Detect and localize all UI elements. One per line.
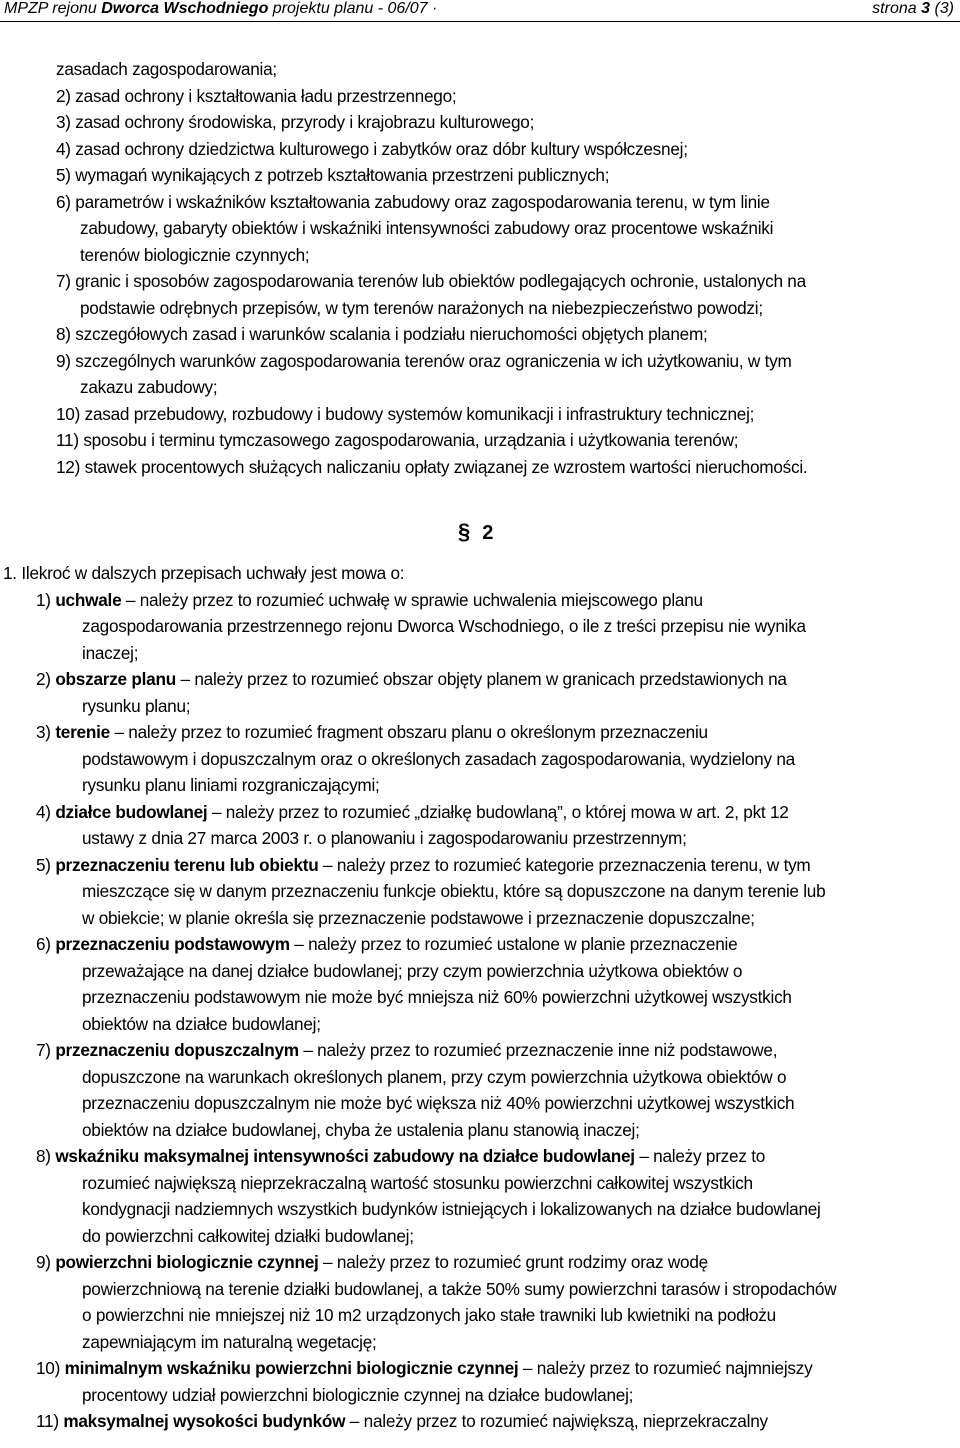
page-word: strona xyxy=(872,0,922,17)
header-title-suffix: projektu planu - 06/07 · xyxy=(268,0,438,17)
definition-continuation: inaczej; xyxy=(82,642,139,663)
definition-continuation: o powierzchni nie mniejszej niż 10 m2 urządzonych jako stałe trawniki lub kwietniki na podłożu xyxy=(82,1305,776,1325)
definition-number: 1) xyxy=(36,589,56,610)
definition-item xyxy=(0,931,960,958)
top-list xyxy=(0,56,960,480)
definition-term: terenie xyxy=(55,722,110,742)
definition-continuation: obiektów na działce budowlanej, chyba że ustalenia planu stanowią inaczej; xyxy=(82,1119,640,1140)
definition-term: maksymalnej wysokości budynków xyxy=(63,1411,346,1431)
definition-text: – należy przez to rozumieć uchwałę w sprawie uchwalenia miejscowego planu xyxy=(121,589,703,610)
definition-number: 7) xyxy=(36,1040,56,1060)
list-line: zabudowy, gabaryty obiektów i wskaźniki intensywności zabudowy oraz procentowe wskaźniki xyxy=(80,218,774,238)
definition-text: – należy przez to rozumieć ustalone w planie przeznaczenie xyxy=(289,934,738,954)
definition-number: 8) xyxy=(36,1146,56,1166)
definition-number: 4) xyxy=(36,801,56,822)
definition-continuation: przeznaczeniu dopuszczalnym nie może być większa niż 40% powierzchni użytkowej wszystkich xyxy=(82,1093,795,1113)
definition-item xyxy=(0,852,960,879)
definition-number: 2) xyxy=(36,669,56,689)
definition-term: uchwale xyxy=(55,589,122,610)
definitions-intro: 1. Ilekroć w dalszych przepisach uchwały jest mowa o: xyxy=(3,563,405,583)
definition-continuation: rysunku planu; xyxy=(82,695,191,716)
definition-item xyxy=(0,666,960,693)
definition-continuation: mieszczące się w danym przeznaczeniu funkcje obiektu, które są dopuszczone na danym terenie lub xyxy=(82,881,826,901)
definition-continuation: obiektów na działce budowlanej; xyxy=(82,1013,321,1034)
header-title-bold: Dworca Wschodniego xyxy=(101,0,269,17)
definition-text: – należy przez to rozumieć fragment obszaru planu o określonym przeznaczeniu xyxy=(109,722,708,742)
definition-item xyxy=(0,1355,960,1382)
definition-term: obszarze planu xyxy=(55,669,176,689)
definition-text: – należy przez to rozumieć kategorie przeznaczenia terenu, w tym xyxy=(318,854,811,875)
definition-item xyxy=(0,1037,960,1064)
page-current: 3 xyxy=(921,0,930,17)
definition-term: powierzchni biologicznie czynnej xyxy=(55,1252,319,1272)
definition-item xyxy=(0,1249,960,1276)
list-line: terenów biologicznie czynnych; xyxy=(80,244,310,265)
definition-continuation: kondygnacji nadziemnych wszystkich budynków istniejących i lokalizowanych na działce budowlanej xyxy=(82,1199,821,1219)
definition-text: – należy przez to rozumieć najmniejszy xyxy=(518,1358,813,1378)
definition-term: przeznaczeniu terenu lub obiektu xyxy=(55,854,319,875)
definition-item xyxy=(0,587,960,614)
definition-text: – należy przez to rozumieć grunt rodzimy oraz wodę xyxy=(318,1252,708,1272)
definition-continuation: zagospodarowania przestrzennego rejonu Dworca Wschodniego, o ile z treści przepisu nie wynika xyxy=(82,616,806,636)
definition-item xyxy=(0,719,960,746)
list-line: 3) zasad ochrony środowiska, przyrody i krajobrazu kulturowego; xyxy=(56,112,535,132)
definition-continuation: przeważające na danej działce budowlanej; przy czym powierzchnia użytkowa obiektów o xyxy=(82,960,743,981)
definition-number: 11) xyxy=(36,1411,64,1431)
section-number: 2 xyxy=(482,522,494,544)
page-total: (3) xyxy=(930,0,954,17)
definition-text: – należy przez to rozumieć największą, nieprzekraczalny xyxy=(345,1411,768,1431)
definition-term: przeznaczeniu dopuszczalnym xyxy=(55,1040,299,1060)
definition-text: – należy przez to rozumieć „działkę budowlaną”, o której mowa w art. 2, pkt 12 xyxy=(207,801,789,822)
definitions-list xyxy=(0,560,960,1435)
list-line: 5) wymagań wynikających z potrzeb kształtowania przestrzeni publicznych; xyxy=(56,165,610,185)
definition-continuation: zapewniającym im naturalną wegetację; xyxy=(82,1331,377,1352)
definition-continuation: rysunku planu liniami rozgraniczającymi; xyxy=(82,775,380,795)
list-line: podstawie odrębnych przepisów, w tym terenów narażonych na niebezpieczeństwo powodzi; xyxy=(80,297,763,318)
list-line: zasadach zagospodarowania; xyxy=(56,59,277,79)
definition-continuation: przeznaczeniu podstawowym nie może być mniejsza niż 60% powierzchni użytkowej wszystkich xyxy=(82,987,792,1007)
list-line: 9) szczególnych warunków zagospodarowania terenów oraz ograniczenia w ich użytkowaniu, w tym xyxy=(56,350,792,371)
header-title-prefix: MPZP rejonu xyxy=(4,0,102,17)
definition-continuation: dopuszczone na warunkach określonych planem, przy czym powierzchnia użytkowa obiektów o xyxy=(82,1066,787,1087)
section-symbol: § xyxy=(458,519,471,544)
definition-continuation: powierzchniową na terenie działki budowlanej, a także 50% sumy powierzchni tarasów i stropodachów xyxy=(82,1278,837,1299)
list-line: 11) sposobu i terminu tymczasowego zagospodarowania, urządzania i użytkowania terenów; xyxy=(56,430,739,450)
definition-number: 6) xyxy=(36,934,56,954)
definition-term: przeznaczeniu podstawowym xyxy=(55,934,290,954)
definition-continuation: procentowy udział powierzchni biologicznie czynnej na działce budowlanej; xyxy=(82,1384,634,1405)
list-line: 10) zasad przebudowy, rozbudowy i budowy systemów komunikacji i infrastruktury technicznej; xyxy=(56,403,755,424)
definition-continuation: ustawy z dnia 27 marca 2003 r. o planowaniu i zagospodarowaniu przestrzennym; xyxy=(82,828,687,848)
definition-text: – należy przez to xyxy=(634,1146,766,1166)
list-line: 7) granic i sposobów zagospodarowania terenów lub obiektów podlegających ochronie, ustalonych na xyxy=(56,271,806,291)
definition-continuation: rozumieć największą nieprzekraczalną wartość stosunku powierzchni całkowitej wszystkich xyxy=(82,1172,753,1193)
definition-continuation: w obiekcie; w planie określa się przeznaczenie podstawowe i przeznaczenie dopuszczalne; xyxy=(82,907,755,928)
definition-text: – należy przez to rozumieć przeznaczenie inne niż podstawowe, xyxy=(298,1040,778,1060)
definition-number: 10) xyxy=(36,1358,65,1378)
definition-continuation: do powierzchni całkowitej działki budowlanej; xyxy=(82,1225,414,1246)
list-line: zakazu zabudowy; xyxy=(80,377,218,397)
list-line: 8) szczegółowych zasad i warunków scalania i podziału nieruchomości objętych planem; xyxy=(56,324,708,344)
header-document-title xyxy=(4,0,437,18)
list-line: 12) stawek procentowych służących naliczaniu opłaty związanej ze wzrostem wartości nieruchomości. xyxy=(56,456,808,477)
page-header xyxy=(0,0,960,22)
header-page-number xyxy=(872,0,954,18)
section-heading xyxy=(458,520,493,545)
definition-number: 3) xyxy=(36,722,56,742)
definition-number: 5) xyxy=(36,854,56,875)
definition-term: minimalnym wskaźniku powierzchni biologicznie czynnej xyxy=(64,1358,519,1378)
definition-term: działce budowlanej xyxy=(55,801,208,822)
definition-continuation: podstawowym i dopuszczalnym oraz o określonych zasadach zagospodarowania, wydzielony na xyxy=(82,748,795,769)
definition-number: 9) xyxy=(36,1252,56,1272)
definition-term: wskaźniku maksymalnej intensywności zabudowy na działce budowlanej xyxy=(55,1146,635,1166)
list-line: 2) zasad ochrony i kształtowania ładu przestrzennego; xyxy=(56,85,457,106)
list-line: 4) zasad ochrony dziedzictwa kulturowego i zabytków oraz dóbr kultury współczesnej; xyxy=(56,138,688,159)
definition-text: – należy przez to rozumieć obszar objęty planem w granicach przedstawionych na xyxy=(175,669,787,689)
definition-item xyxy=(0,1408,960,1435)
list-line: 6) parametrów i wskaźników kształtowania zabudowy oraz zagospodarowania terenu, w tym linie xyxy=(56,191,770,212)
definition-item xyxy=(0,1143,960,1170)
definition-item xyxy=(0,799,960,826)
